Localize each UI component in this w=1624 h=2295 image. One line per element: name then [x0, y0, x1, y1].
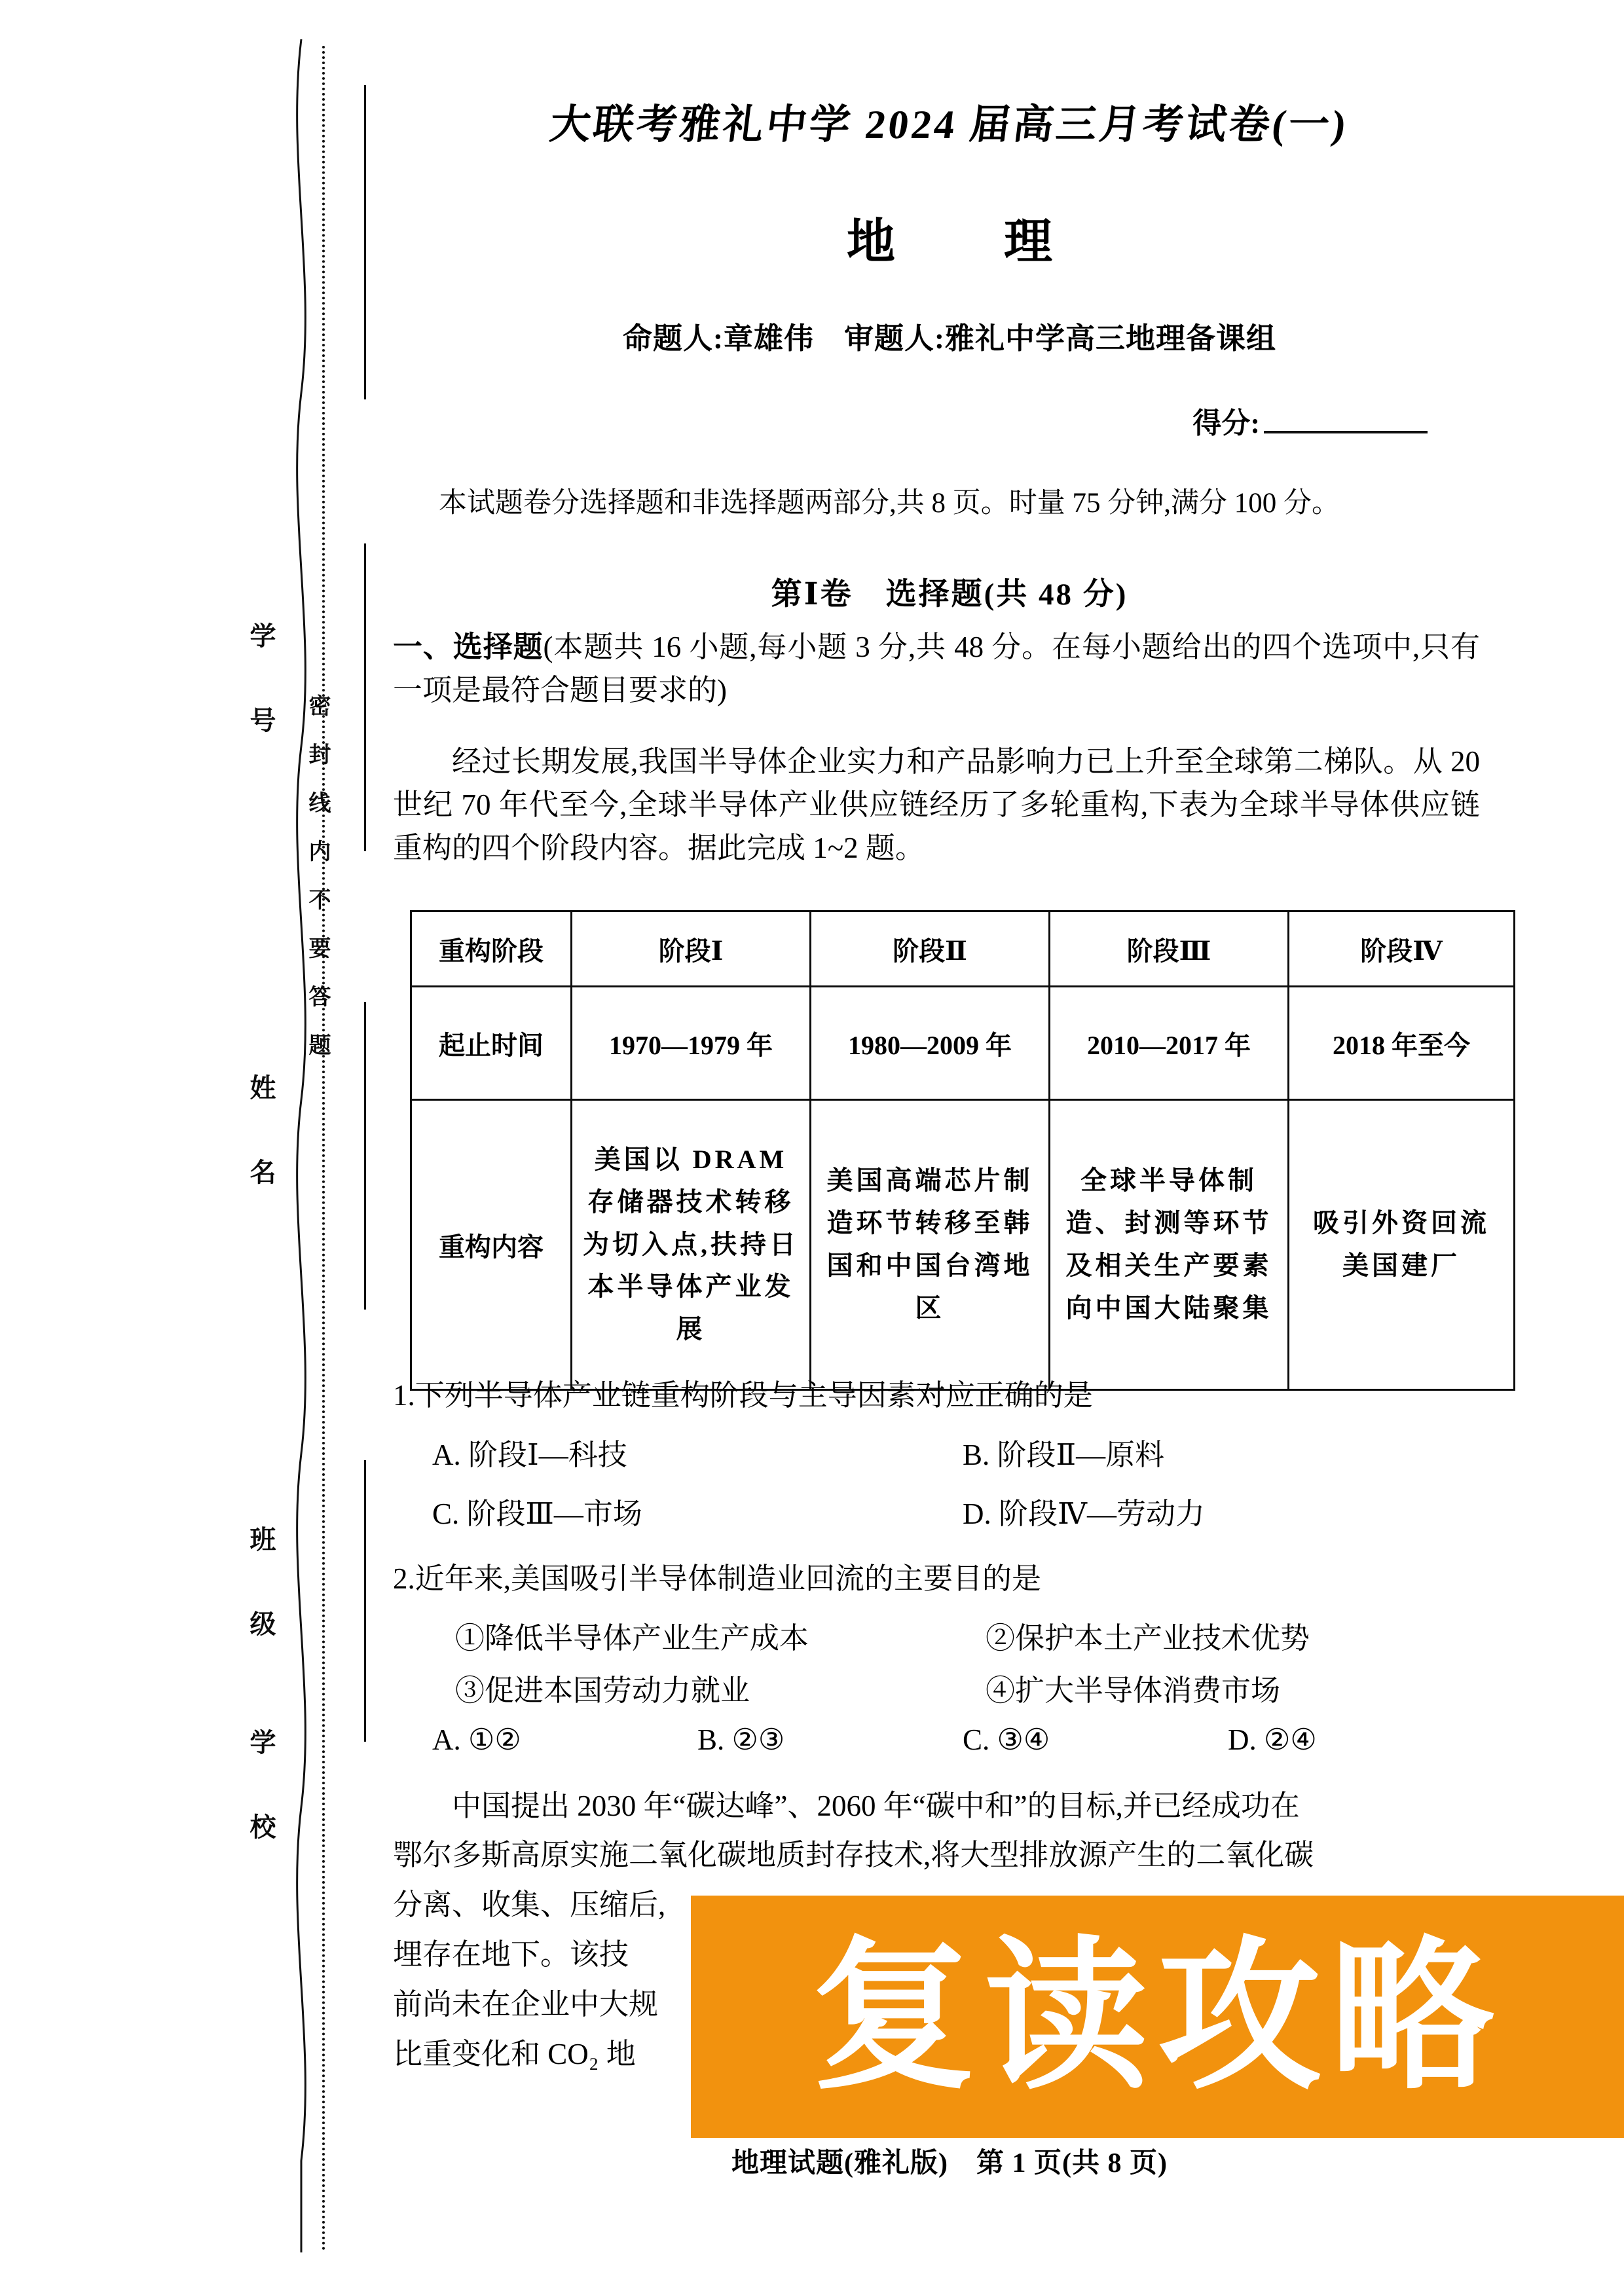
question-1-option-a[interactable]: A. 阶段Ⅰ—科技	[432, 1439, 627, 1471]
question-2-statement-2: ②保护本土产业技术优势	[986, 1622, 1310, 1655]
table-row	[411, 1100, 1515, 1390]
question-2-option-d[interactable]: D. ②④	[1228, 1723, 1317, 1756]
watermark-banner	[691, 1896, 1624, 2138]
part-one-heading-bold: 一、选择题	[393, 631, 544, 663]
passage-carbon-line-2: 鄂尔多斯高原实施二氧化碳地质封存技术,将大型排放源产生的二氧化碳	[393, 1839, 1314, 1871]
table-header-row	[411, 911, 1515, 987]
passage-carbon-line-1: 中国提出 2030 年“碳达峰”、2060 年“碳中和”的目标,并已经成功在	[452, 1790, 1300, 1822]
passage-carbon-line-4: 埋存在地下。该技	[393, 1938, 629, 1971]
supply-chain-table	[410, 910, 1515, 1391]
passage-carbon-line-3: 分离、收集、压缩后,	[393, 1888, 666, 1921]
part-one-heading-rest: (本题共 16 小题,每小题 3 分,共 48 分。在每小题给出的四个选项中,只有一项是最符合题目要求的)	[393, 631, 1480, 707]
page-footer: 地理试题(雅礼版) 第 1 页(共 8 页)	[731, 2148, 1168, 2178]
seal-field-class: 班 级	[246, 1526, 276, 1651]
table-row	[411, 987, 1515, 1100]
page-title: 大联考雅礼中学 2024 届高三月考试卷(一)	[547, 103, 1351, 147]
seal-rule-segment-4	[364, 1460, 366, 1742]
table-header-cell: 阶段Ⅰ	[572, 911, 811, 987]
question-1-option-b[interactable]: B. 阶段Ⅱ—原料	[963, 1439, 1165, 1471]
cut-wave-line	[282, 39, 321, 2252]
table-cell: 1980—2009 年	[811, 987, 1050, 1100]
seal-rule-segment-1	[364, 85, 366, 399]
question-2-option-c[interactable]: C. ③④	[963, 1723, 1050, 1756]
table-header-cell: 阶段Ⅲ	[1050, 911, 1289, 987]
seal-rule-segment-2	[364, 543, 366, 851]
question-1-option-d[interactable]: D. 阶段Ⅳ—劳动力	[963, 1497, 1205, 1530]
passage-semiconductor: 经过长期发展,我国半导体企业实力和产品影响力已上升至全球第二梯队。从 20 世纪 70 年代至今,全球半导体产业供应链经历了多轮重构,下表为全球半导体供应链重构的四个阶段内容。据此完成 1~2 题。	[393, 745, 1480, 865]
score-blank-line	[1264, 431, 1428, 433]
question-2-stem: 近年来,美国吸引半导体制造业回流的主要目的是	[415, 1562, 1042, 1595]
question-1-option-c[interactable]: C. 阶段Ⅲ—市场	[432, 1497, 642, 1530]
seal-field-school: 学 校	[246, 1729, 276, 1854]
part-one-heading	[393, 625, 1480, 712]
seal-field-student-id: 学 号	[246, 622, 276, 747]
question-2-statement-3: ③促进本国劳动力就业	[455, 1674, 750, 1707]
table-row-label: 起止时间	[411, 987, 572, 1100]
question-1-stem: 下列半导体产业链重构阶段与主导因素对应正确的是	[415, 1379, 1093, 1412]
question-2	[393, 1558, 1480, 1600]
seal-rule-segment-3	[364, 1002, 366, 1310]
seal-notice-text: 密封线内不要答题	[305, 694, 329, 1082]
table-cell: 美国以 DRAM 存储器技术转移为切入点,扶持日本半导体产业发展	[583, 1145, 799, 1344]
question-2-number: 2.	[393, 1562, 415, 1595]
question-1-options-row-2	[432, 1490, 1493, 1532]
question-1-number: 1.	[393, 1379, 415, 1412]
question-1-options-row-1	[432, 1431, 1493, 1473]
exam-instructions: 本试题卷分选择题和非选择题两部分,共 8 页。时量 75 分钟,满分 100 分。	[439, 488, 1340, 519]
table-cell: 2018 年至今	[1289, 987, 1515, 1100]
table-row-label: 重构内容	[411, 1100, 572, 1390]
table-cell: 吸引外资回流美国建厂	[1313, 1208, 1490, 1280]
volume-heading: 第Ⅰ卷 选择题(共 48 分)	[771, 578, 1128, 612]
authors-line: 命题人:章雄伟 审题人:雅礼中学高三地理备课组	[623, 322, 1276, 355]
table-header-cell: 重构阶段	[411, 911, 572, 987]
table-header-cell: 阶段Ⅳ	[1289, 911, 1515, 987]
question-1	[393, 1375, 1480, 1416]
question-2-option-a[interactable]: A. ①②	[432, 1723, 521, 1756]
table-cell: 美国高端芯片制造环节转移至韩国和中国台湾地区	[826, 1166, 1033, 1323]
table-cell: 2010—2017 年	[1050, 987, 1289, 1100]
subject-heading: 地 理	[847, 215, 1082, 269]
watermark-text: 复读攻略	[811, 1925, 1504, 2108]
question-2-statements-row-2	[455, 1666, 1516, 1709]
seal-dotted-line	[322, 46, 325, 2252]
table-cell: 全球半导体制造、封测等环节及相关生产要素向中国大陆聚集	[1065, 1166, 1272, 1323]
question-2-statement-4: ④扩大半导体消费市场	[986, 1674, 1281, 1707]
question-2-statements-row-1	[455, 1614, 1516, 1657]
seal-margin-area	[0, 0, 367, 2295]
score-label: 得分:	[1192, 407, 1260, 439]
question-2-statement-1: ①降低半导体产业生产成本	[455, 1622, 809, 1655]
question-2-option-b[interactable]: B. ②③	[697, 1723, 785, 1756]
passage-carbon-line-5: 前尚未在企业中大规	[393, 1988, 659, 2021]
table-header-cell: 阶段Ⅱ	[811, 911, 1050, 987]
table-cell: 1970—1979 年	[572, 987, 811, 1100]
question-2-options-row	[432, 1722, 1493, 1757]
seal-field-name: 姓 名	[246, 1074, 276, 1199]
score-box	[1192, 399, 1428, 441]
passage-carbon-line-6: 比重变化和 CO₂ 地	[393, 2038, 636, 2070]
